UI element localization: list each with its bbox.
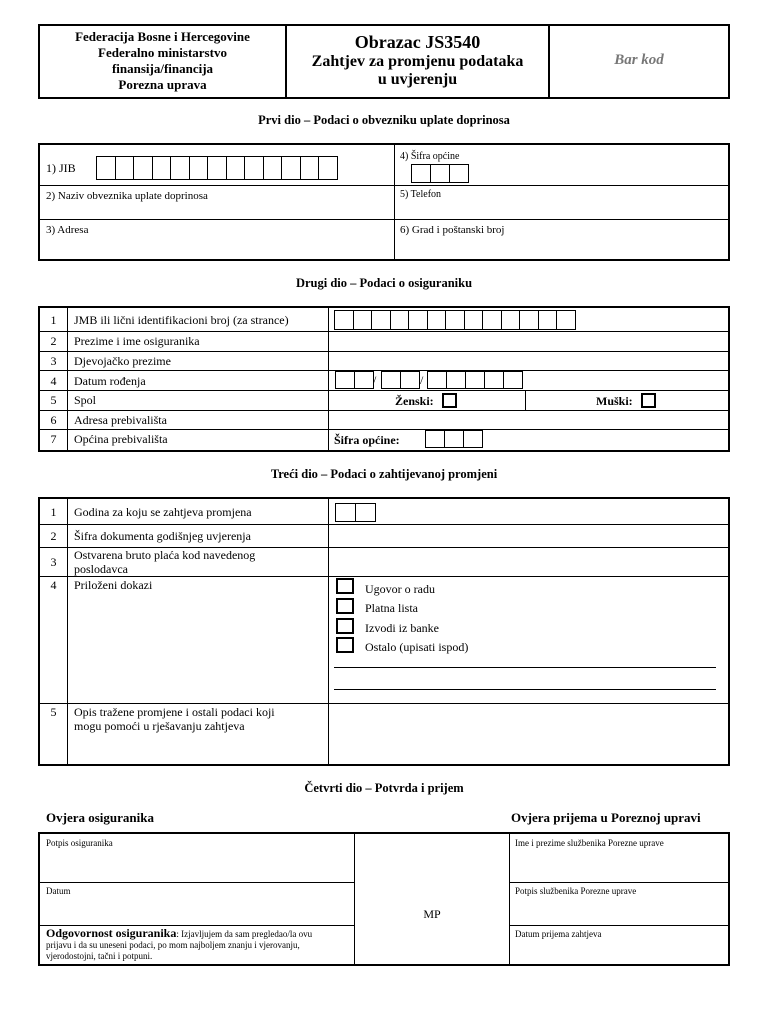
odgovornost-block xyxy=(46,926,352,962)
dokazi-checkbox-izvodi[interactable] xyxy=(336,618,354,634)
char-box[interactable] xyxy=(482,310,502,330)
char-box[interactable] xyxy=(354,371,377,389)
ostalo-write-line-1[interactable] xyxy=(334,667,716,668)
char-box[interactable] xyxy=(556,310,576,330)
jib-label: 1) JIB xyxy=(46,161,76,175)
ime-sluzbenika-label: Ime i prezime službenika Porezne uprave xyxy=(515,838,664,848)
p3-row-label-multiline xyxy=(74,548,255,576)
char-box[interactable] xyxy=(334,310,354,330)
part4-right-line-1 xyxy=(509,882,728,883)
naziv-label: 2) Naziv obveznika uplate doprinosa xyxy=(46,190,208,202)
part1-title: Prvi dio – Podaci o obvezniku uplate doprinosa xyxy=(258,113,510,127)
part2-line xyxy=(40,410,728,411)
dokazi-checkbox-ugovor[interactable] xyxy=(336,578,354,594)
part3-num-divider xyxy=(67,499,68,764)
char-box[interactable] xyxy=(425,430,445,448)
date-separator: / xyxy=(373,373,377,387)
institution-line-2: Federalno ministarstvo xyxy=(98,45,227,60)
part3-line xyxy=(40,524,728,525)
char-box[interactable] xyxy=(400,371,420,389)
p3-row-label-line: Opis tražene promjene i ostali podaci koji xyxy=(74,705,275,719)
dokazi-checkbox-ostalo[interactable] xyxy=(336,637,354,653)
p2-row-label: JMB ili lični identifikacioni broj (za strance) xyxy=(74,313,289,327)
p3-row-label-line: Ostvarena bruto plaća kod navedenog xyxy=(74,548,256,562)
part4-divider-2 xyxy=(509,834,510,964)
char-box[interactable] xyxy=(115,156,135,180)
muski-label: Muški: xyxy=(596,394,633,408)
char-box[interactable] xyxy=(464,310,484,330)
p2-row-num: 2 xyxy=(50,334,57,348)
char-box[interactable] xyxy=(189,156,209,180)
institution-line-4: Porezna uprava xyxy=(118,77,207,92)
char-box[interactable] xyxy=(335,371,355,389)
part1-divider xyxy=(394,145,395,259)
p3-row-num: 1 xyxy=(50,505,57,519)
part3-label-divider xyxy=(328,499,329,764)
p3-row-num: 2 xyxy=(50,529,57,543)
date-separator: / xyxy=(420,373,424,387)
muski-checkbox[interactable] xyxy=(641,393,656,408)
char-box[interactable] xyxy=(371,310,391,330)
potpis-sluzbenika-label: Potpis službenika Porezne uprave xyxy=(515,886,637,896)
part2-line xyxy=(40,331,728,332)
adresa-label: 3) Adresa xyxy=(46,224,89,236)
char-box[interactable] xyxy=(353,310,373,330)
p3-row-label: Šifra dokumenta godišnjeg uvjerenja xyxy=(74,529,251,543)
part2-spol-divider xyxy=(525,390,526,410)
odgovornost-text: prijavu i da su uneseni podaci, po mom najboljem znanju i vjerovanju, xyxy=(46,940,300,950)
part2-line xyxy=(40,390,728,391)
zenski-label: Ženski: xyxy=(395,394,434,408)
part4-title: Četvrti dio – Potvrda i prijem xyxy=(304,781,464,795)
p3-row-label: Priloženi dokazi xyxy=(74,578,153,592)
p2-row-label: Djevojačko prezime xyxy=(74,354,171,368)
odgovornost-text: : Izjavljujem da sam pregledao/la ovu xyxy=(176,929,313,939)
p3-row-label-line: mogu pomoći u rješavanju zahtjeva xyxy=(74,719,245,733)
form-title-line-1: Zahtjev za promjenu podataka xyxy=(311,53,524,70)
datum-prijema-label: Datum prijema zahtjeva xyxy=(515,929,602,939)
form-title-line-2: u uvjerenju xyxy=(377,71,458,88)
p3-row-label-line: poslodavca xyxy=(74,562,128,576)
char-box[interactable] xyxy=(411,164,431,183)
char-box[interactable] xyxy=(484,371,504,389)
p3-row-label-multiline xyxy=(74,705,275,733)
p3-row-num: 3 xyxy=(50,555,57,569)
char-box[interactable] xyxy=(381,371,401,389)
institution-block xyxy=(40,29,285,93)
potpis-osiguranika-label: Potpis osiguranika xyxy=(46,838,113,848)
part2-title: Drugi dio – Podaci o osiguraniku xyxy=(295,276,473,290)
char-box[interactable] xyxy=(390,310,410,330)
dokazi-label: Platna lista xyxy=(365,601,418,615)
char-box[interactable] xyxy=(318,156,338,180)
institution-line-3: finansija/financija xyxy=(111,61,214,76)
part3-title: Treći dio – Podaci o zahtijevanoj promjeni xyxy=(270,467,498,481)
p3-row-label: Godina za koju se zahtjeva promjena xyxy=(74,505,252,519)
odgovornost-title: Odgovornost osiguranika xyxy=(46,926,177,940)
p2-row-num: 3 xyxy=(50,354,57,368)
char-box[interactable] xyxy=(335,503,356,522)
part1-row-line-2 xyxy=(40,219,728,220)
p2-sifra-opcine-label: Šifra općine: xyxy=(334,433,400,447)
char-box[interactable] xyxy=(226,156,246,180)
p2-row-label: Spol xyxy=(74,393,97,407)
char-box[interactable] xyxy=(355,503,376,522)
char-box[interactable] xyxy=(449,164,469,183)
part2-line xyxy=(40,351,728,352)
char-box[interactable] xyxy=(152,156,172,180)
char-box[interactable] xyxy=(519,310,539,330)
part3-line xyxy=(40,703,728,704)
dokazi-checkbox-platna[interactable] xyxy=(336,598,354,614)
dokazi-label: Izvodi iz banke xyxy=(365,621,439,635)
p2-row-label: Datum rođenja xyxy=(74,374,146,388)
ovjera-prijema-heading: Ovjera prijema u Poreznoj upravi xyxy=(511,810,701,825)
part2-line xyxy=(40,429,728,430)
p2-row-label: Općina prebivališta xyxy=(74,432,168,446)
char-box[interactable] xyxy=(170,156,190,180)
dokazi-label: Ugovor o radu xyxy=(365,582,435,596)
char-box[interactable] xyxy=(244,156,264,180)
char-box[interactable] xyxy=(503,371,523,389)
form-title-block xyxy=(287,32,548,88)
char-box[interactable] xyxy=(408,310,428,330)
char-box[interactable] xyxy=(427,310,447,330)
p2-row-label: Prezime i ime osiguranika xyxy=(74,334,200,348)
p2-row-num: 5 xyxy=(50,393,57,407)
char-box[interactable] xyxy=(445,310,465,330)
form-code: Obrazac JS3540 xyxy=(354,32,481,52)
char-box[interactable] xyxy=(538,310,558,330)
institution-line-1: Federacija Bosne i Hercegovine xyxy=(75,29,250,44)
char-box[interactable] xyxy=(263,156,283,180)
ostalo-write-line-2[interactable] xyxy=(334,689,716,690)
odgovornost-text: vjerodostojni, tačni i potpuni. xyxy=(46,951,153,961)
p2-row-label: Adresa prebivališta xyxy=(74,413,167,427)
p3-row-num: 4 xyxy=(50,578,57,592)
part4-right-line-2 xyxy=(509,925,728,926)
char-box[interactable] xyxy=(501,310,521,330)
dokazi-label: Ostalo (upisati ispod) xyxy=(365,640,469,654)
grad-label: 6) Grad i poštanski broj xyxy=(400,224,505,236)
p3-row-num: 5 xyxy=(50,705,57,719)
telefon-label: 5) Telefon xyxy=(400,189,442,200)
p2-row-num: 4 xyxy=(50,374,57,388)
char-box[interactable] xyxy=(96,156,116,180)
part4-divider-1 xyxy=(354,834,355,964)
ovjera-osiguranika-heading: Ovjera osiguranika xyxy=(46,810,154,825)
barcode-label: Bar kod xyxy=(614,52,664,68)
char-box[interactable] xyxy=(444,430,464,448)
zenski-checkbox[interactable] xyxy=(442,393,457,408)
char-box[interactable] xyxy=(300,156,320,180)
char-box[interactable] xyxy=(427,371,447,389)
char-box[interactable] xyxy=(430,164,450,183)
char-box[interactable] xyxy=(207,156,227,180)
part4-left-line-1 xyxy=(40,882,354,883)
p2-row-num: 1 xyxy=(50,313,57,327)
part3-line xyxy=(40,576,728,577)
p2-row-num: 7 xyxy=(50,432,57,446)
char-box[interactable] xyxy=(465,371,485,389)
part1-row-line-1 xyxy=(40,185,728,186)
char-box[interactable] xyxy=(281,156,301,180)
sifra-opcine-label: 4) Šifra općine xyxy=(400,151,460,162)
datum-label: Datum xyxy=(46,886,71,896)
char-box[interactable] xyxy=(133,156,153,180)
mp-stamp-label: MP xyxy=(423,907,441,921)
p2-row-num: 6 xyxy=(50,413,57,427)
char-box[interactable] xyxy=(446,371,466,389)
char-box[interactable] xyxy=(463,430,483,448)
